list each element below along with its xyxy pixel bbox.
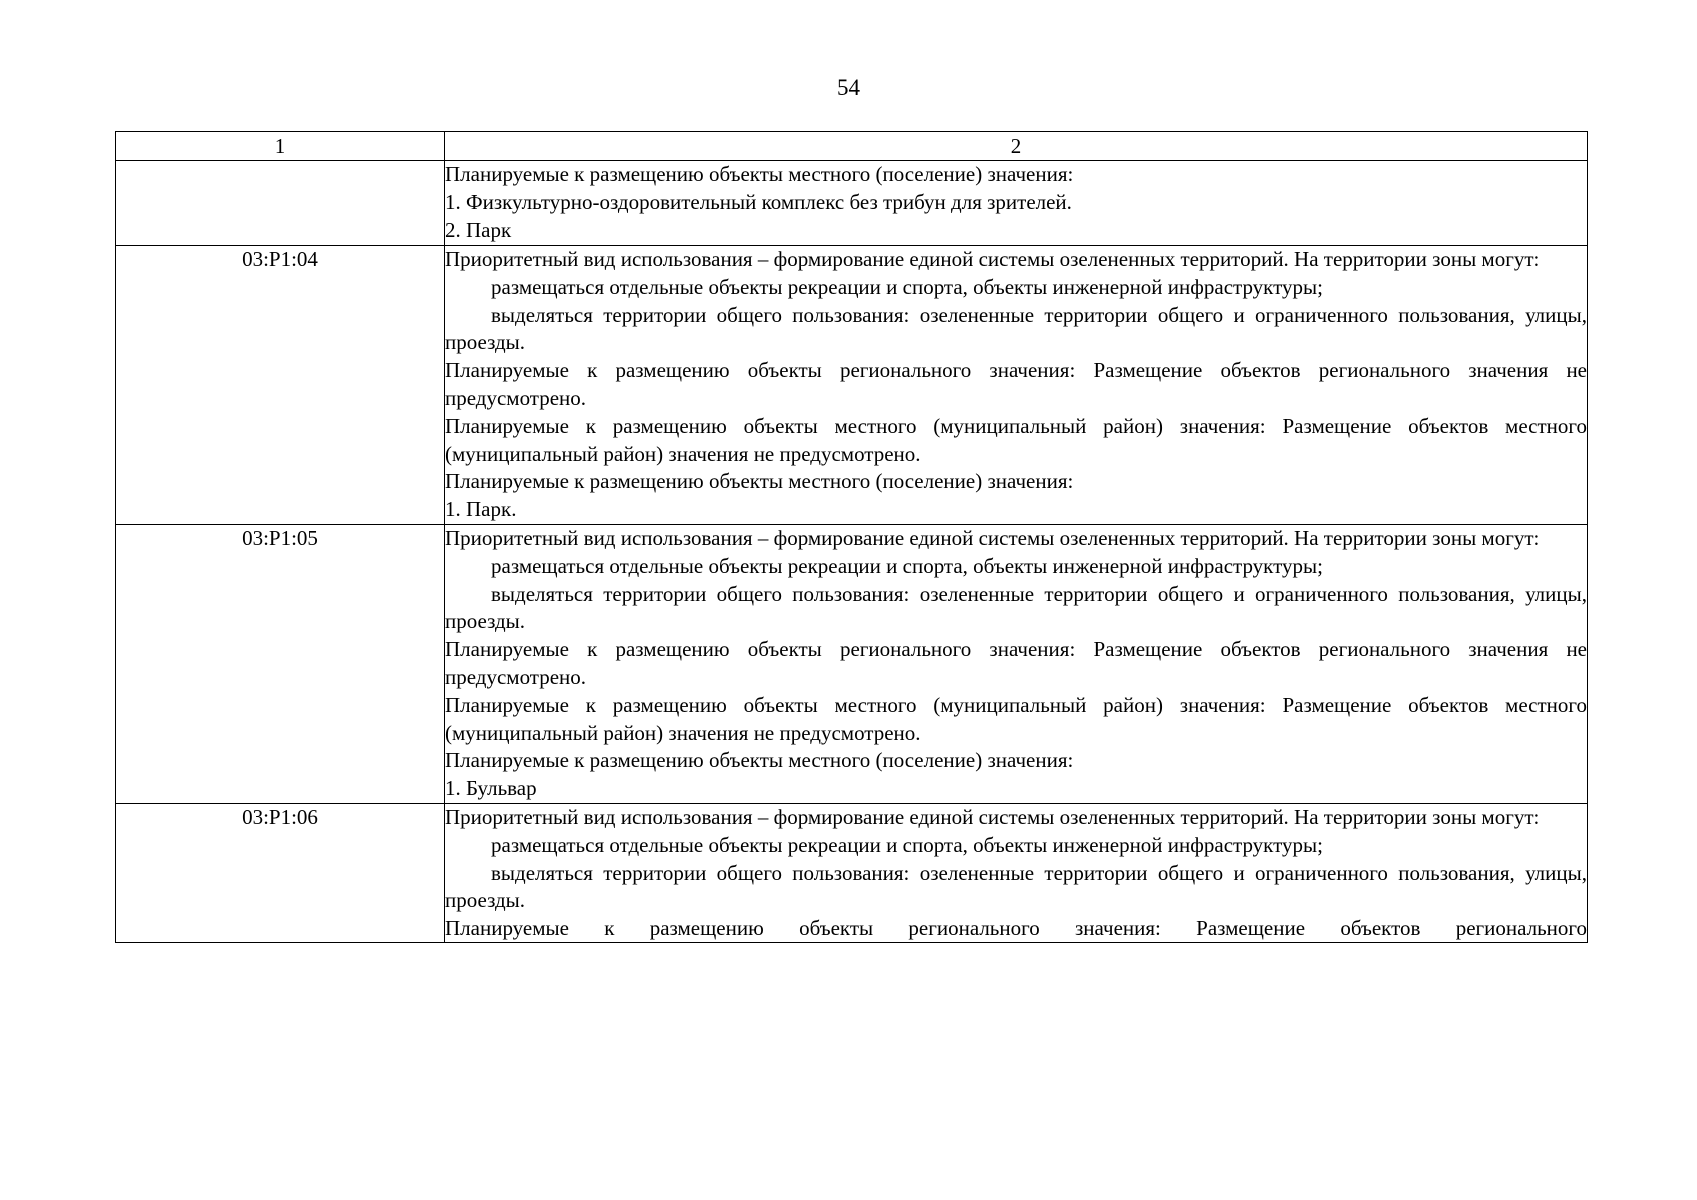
page-number: 54 — [837, 75, 860, 100]
paragraph: Планируемые к размещению объекты местного (поселение) значения: — [445, 162, 1074, 186]
paragraph: Приоритетный вид использования – формирование единой системы озелененных территорий. На территории зоны могут: — [445, 804, 1540, 829]
zone-description — [445, 246, 1588, 525]
table-row — [116, 161, 1588, 246]
paragraph: размещаться отдельные объекты рекреации и спорта, объекты инженерной инфраструктуры; — [491, 832, 1323, 857]
paragraph: 1. Бульвар — [445, 776, 537, 801]
paragraph: выделяться территории общего пользования: озелененные территории общего и ограниченного пользования, улицы, проезды. — [445, 860, 1587, 913]
zone-description — [445, 803, 1588, 942]
paragraph: 1. Физкультурно-оздоровительный комплекс без трибун для зрителей. — [445, 189, 1072, 214]
paragraph: Приоритетный вид использования – формирование единой системы озелененных территорий. На территории зоны могут: — [445, 525, 1540, 550]
zone-code — [116, 161, 445, 246]
zone-description — [445, 161, 1588, 246]
paragraph: Планируемые к размещению объекты регионального значения: Размещение объектов регионального — [445, 916, 1587, 941]
paragraph: Планируемые к размещению объекты местного (муниципальный район) значения: Размещение объектов местного (муниципальный район) значения не предусмотрено. — [445, 692, 1587, 745]
paragraph: Планируемые к размещению объекты местного (поселение) значения: — [445, 469, 1074, 494]
zone-table — [115, 131, 1588, 943]
paragraph: Планируемые к размещению объекты местного (поселение) значения: — [445, 748, 1074, 773]
paragraph: выделяться территории общего пользования: озелененные территории общего и ограниченного пользования, улицы, проезды. — [445, 302, 1587, 355]
paragraph: выделяться территории общего пользования: озелененные территории общего и ограниченного пользования, улицы, проезды. — [445, 581, 1587, 634]
paragraph: Планируемые к размещению объекты регионального значения: Размещение объектов регионального значения не предусмотрено. — [445, 637, 1587, 689]
table-row — [116, 524, 1588, 803]
zone-code: 03:Р1:05 — [116, 524, 445, 803]
zone-description — [445, 524, 1588, 803]
paragraph: Планируемые к размещению объекты регионального значения: Размещение объектов регионального значения не предусмотрено. — [445, 358, 1587, 410]
column-header-1: 1 — [116, 132, 445, 161]
paragraph: размещаться отдельные объекты рекреации и спорта, объекты инженерной инфраструктуры; — [491, 553, 1323, 578]
paragraph: Планируемые к размещению объекты местного (муниципальный район) значения: Размещение объектов местного (муниципальный район) значения не предусмотрено. — [445, 413, 1587, 466]
table-row — [116, 246, 1588, 525]
paragraph: Приоритетный вид использования – формирование единой системы озелененных территорий. На территории зоны могут: — [445, 247, 1540, 271]
paragraph: 1. Парк. — [445, 497, 517, 522]
zone-code: 03:Р1:06 — [116, 803, 445, 942]
table-header-row — [116, 132, 1588, 161]
column-header-2: 2 — [445, 132, 1588, 161]
paragraph: 2. Парк — [445, 217, 512, 242]
zone-code: 03:Р1:04 — [116, 246, 445, 525]
paragraph: размещаться отдельные объекты рекреации и спорта, объекты инженерной инфраструктуры; — [491, 274, 1323, 299]
table-row — [116, 803, 1588, 942]
